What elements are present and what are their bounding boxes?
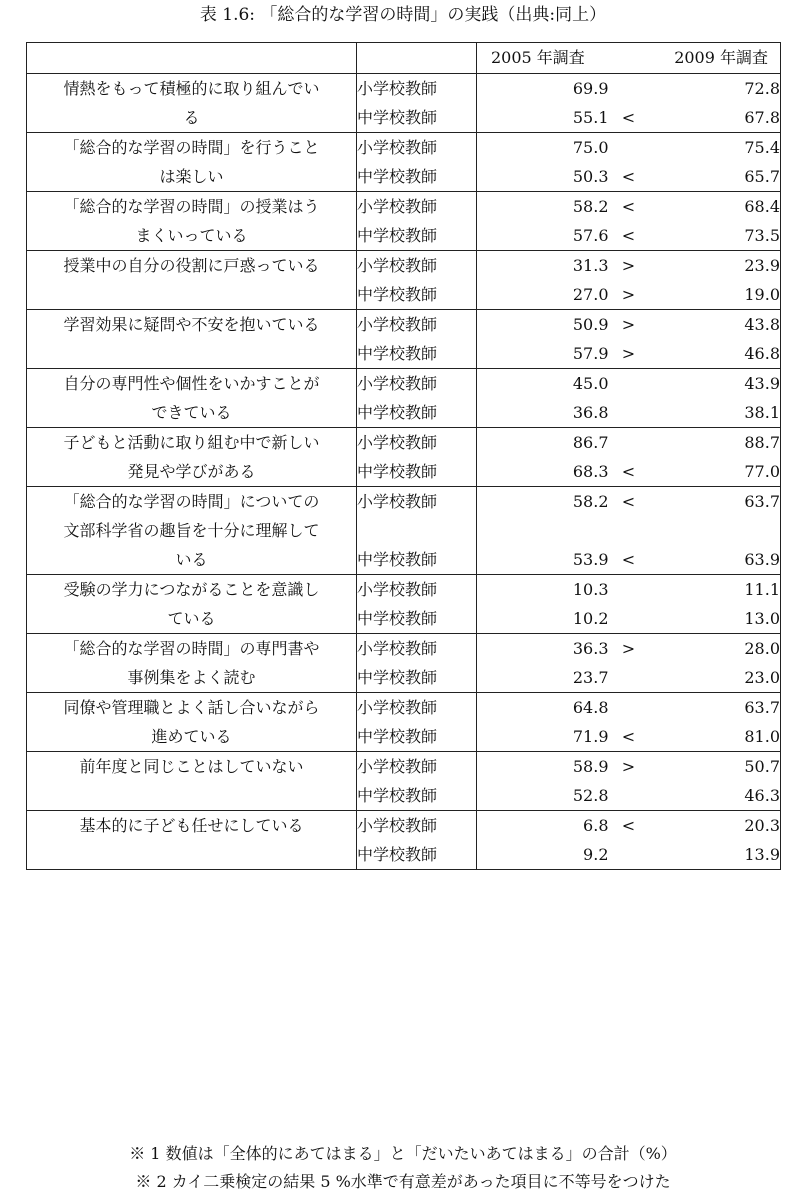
value-2005: 27.0 <box>477 280 609 310</box>
footnote-1: ※ 1 数値は「全体的にあてはまる」と「だいたいあてはまる」の合計（%） <box>129 1144 677 1163</box>
value-2009: 63.7 <box>649 487 781 546</box>
value-2009: 23.9 <box>649 251 781 281</box>
significance-sign: < <box>609 162 649 192</box>
group-label: 小学校教師 <box>357 634 477 664</box>
value-2009: 13.0 <box>649 604 781 634</box>
value-2005: 58.2 <box>572 492 609 511</box>
footnotes <box>0 1140 806 1196</box>
significance-sign: < <box>621 816 636 835</box>
item-text-line: は楽しい <box>159 167 224 186</box>
significance-sign <box>609 663 649 693</box>
table-row <box>27 752 781 782</box>
item-text-line: 子どもと活動に取り組む中で新しい <box>63 433 320 452</box>
value-2005: 36.8 <box>477 398 609 428</box>
header-group-cell <box>357 43 477 74</box>
item-text-line: 情熱をもって積極的に取り組んでい <box>63 79 320 98</box>
significance-sign: > <box>609 280 649 310</box>
significance-sign: < <box>609 545 649 575</box>
item-cell <box>27 487 357 575</box>
value-2005: 69.9 <box>572 79 609 98</box>
value-2009: 63.9 <box>649 545 781 575</box>
value-2005: 9.2 <box>477 840 609 870</box>
item-text-line: 進めている <box>151 727 232 746</box>
header-item-cell <box>27 43 357 74</box>
value-2009: 65.7 <box>649 162 781 192</box>
significance-sign <box>609 74 649 104</box>
significance-sign: > <box>621 639 636 658</box>
item-text-line: 発見や学びがある <box>127 462 256 481</box>
item-cell <box>27 133 357 192</box>
group-label: 小学校教師 <box>357 752 477 782</box>
value-2009: 19.0 <box>649 280 781 310</box>
value-2005: 23.7 <box>477 663 609 693</box>
value-2009: 63.7 <box>649 693 781 723</box>
group-label: 小学校教師 <box>357 74 477 104</box>
group-label: 中学校教師 <box>357 663 477 693</box>
table-caption: 表 1.6: 「総合的な学習の時間」の実践（出典:同上） <box>199 5 607 25</box>
significance-sign <box>609 575 649 605</box>
value-2005: 31.3 <box>572 256 609 275</box>
item-cell <box>27 369 357 428</box>
item-text-line: 「総合的な学習の時間」の専門書や <box>63 639 320 658</box>
group-label: 小学校教師 <box>357 251 477 281</box>
value-2005: 75.0 <box>572 138 609 157</box>
item-cell <box>27 752 357 811</box>
table-row <box>27 487 781 546</box>
value-2009: 43.9 <box>649 369 781 399</box>
item-cell <box>27 310 357 369</box>
significance-sign: < <box>609 221 649 251</box>
significance-sign <box>609 428 649 458</box>
group-label: 小学校教師 <box>357 133 477 163</box>
group-label: 中学校教師 <box>357 722 477 752</box>
item-cell <box>27 575 357 634</box>
significance-sign: < <box>609 722 649 752</box>
table-row <box>27 634 781 664</box>
value-2005: 53.9 <box>477 545 609 575</box>
item-text-line: いる <box>175 550 208 569</box>
value-2005: 50.9 <box>572 315 609 334</box>
item-cell <box>27 251 357 310</box>
value-2009: 75.4 <box>649 133 781 163</box>
group-label: 小学校教師 <box>357 693 477 723</box>
value-2009: 23.0 <box>649 663 781 693</box>
group-label: 中学校教師 <box>357 162 477 192</box>
item-text-line: 「総合的な学習の時間」についての <box>63 492 320 511</box>
significance-sign <box>609 840 649 870</box>
item-text-line: できている <box>151 403 232 422</box>
item-cell <box>27 428 357 487</box>
group-label: 中学校教師 <box>357 545 477 575</box>
value-2009: 46.3 <box>649 781 781 811</box>
significance-sign <box>609 398 649 428</box>
table-body <box>27 74 781 870</box>
group-label: 中学校教師 <box>357 339 477 369</box>
item-text-line: 「総合的な学習の時間」を行うこと <box>63 138 320 157</box>
table-row <box>27 251 781 281</box>
group-label: 小学校教師 <box>357 811 477 841</box>
survey-table <box>26 42 781 870</box>
significance-sign: > <box>609 339 649 369</box>
significance-sign <box>609 133 649 163</box>
value-2009: 50.7 <box>649 752 781 782</box>
value-2009: 88.7 <box>649 428 781 458</box>
item-cell <box>27 634 357 693</box>
value-2005: 45.0 <box>572 374 609 393</box>
item-text-line: 学習効果に疑問や不安を抱いている <box>63 315 320 334</box>
group-label: 中学校教師 <box>357 103 477 133</box>
value-2009: 46.8 <box>649 339 781 369</box>
value-2009: 72.8 <box>649 74 781 104</box>
significance-sign: > <box>621 757 636 776</box>
value-2009: 81.0 <box>649 722 781 752</box>
table-row <box>27 369 781 399</box>
value-2005: 52.8 <box>477 781 609 811</box>
significance-sign: > <box>621 256 636 275</box>
significance-sign: < <box>609 457 649 487</box>
item-text-line: る <box>183 108 200 127</box>
group-label: 小学校教師 <box>357 369 477 399</box>
item-cell <box>27 74 357 133</box>
significance-sign <box>609 781 649 811</box>
item-text-line: 文部科学省の趣旨を十分に理解して <box>63 521 320 540</box>
value-2005: 50.3 <box>477 162 609 192</box>
value-2005: 10.3 <box>572 580 609 599</box>
value-2009: 43.8 <box>649 310 781 340</box>
item-cell <box>27 693 357 752</box>
header-2009: 2009 年調査 <box>649 43 781 74</box>
group-label: 小学校教師 <box>357 192 477 222</box>
significance-sign <box>609 604 649 634</box>
header-row <box>27 43 781 74</box>
significance-sign <box>609 369 649 399</box>
value-2005: 36.3 <box>572 639 609 658</box>
table-row <box>27 133 781 163</box>
significance-sign <box>609 693 649 723</box>
group-label: 小学校教師 <box>357 310 477 340</box>
item-text-line: 基本的に子ども任せにしている <box>79 816 304 835</box>
group-label: 中学校教師 <box>357 840 477 870</box>
value-2005: 58.9 <box>572 757 609 776</box>
value-2009: 28.0 <box>649 634 781 664</box>
group-label: 中学校教師 <box>357 457 477 487</box>
value-2005: 55.1 <box>477 103 609 133</box>
item-text-line: 同僚や管理職とよく話し合いながら <box>63 698 320 717</box>
group-label: 小学校教師 <box>357 487 477 546</box>
table-row <box>27 310 781 340</box>
table-row <box>27 192 781 222</box>
item-text-line: 自分の専門性や個性をいかすことが <box>63 374 320 393</box>
value-2005: 58.2 <box>572 197 609 216</box>
table-row <box>27 575 781 605</box>
significance-sign: > <box>621 315 636 334</box>
value-2009: 67.8 <box>649 103 781 133</box>
item-text-line: 授業中の自分の役割に戸惑っている <box>63 256 320 275</box>
item-text-line: 受験の学力につながることを意識し <box>63 580 320 599</box>
group-label: 中学校教師 <box>357 604 477 634</box>
table-row <box>27 811 781 841</box>
item-text-line: 事例集をよく読む <box>127 668 256 687</box>
value-2005: 6.8 <box>583 816 609 835</box>
significance-sign: < <box>621 492 636 511</box>
value-2005: 68.3 <box>477 457 609 487</box>
footnote-2: ※ 2 カイ二乗検定の結果 5 %水準で有意差があった項目に不等号をつけた <box>135 1172 671 1191</box>
group-label: 中学校教師 <box>357 221 477 251</box>
group-label: 中学校教師 <box>357 398 477 428</box>
significance-sign: < <box>621 197 636 216</box>
group-label: 小学校教師 <box>357 575 477 605</box>
value-2005: 57.9 <box>477 339 609 369</box>
table-row <box>27 693 781 723</box>
group-label: 中学校教師 <box>357 280 477 310</box>
value-2009: 68.4 <box>649 192 781 222</box>
value-2005: 64.8 <box>572 698 609 717</box>
group-label: 小学校教師 <box>357 428 477 458</box>
item-text-line: 前年度と同じことはしていない <box>79 757 304 776</box>
item-cell <box>27 192 357 251</box>
value-2005: 86.7 <box>572 433 609 452</box>
table-row <box>27 74 781 104</box>
item-cell <box>27 811 357 870</box>
value-2005: 10.2 <box>477 604 609 634</box>
value-2009: 13.9 <box>649 840 781 870</box>
item-text-line: ている <box>167 609 216 628</box>
value-2009: 11.1 <box>649 575 781 605</box>
value-2005: 71.9 <box>477 722 609 752</box>
significance-sign: < <box>609 103 649 133</box>
value-2005: 57.6 <box>477 221 609 251</box>
item-text-line: 「総合的な学習の時間」の授業はう <box>63 197 320 216</box>
value-2009: 38.1 <box>649 398 781 428</box>
value-2009: 20.3 <box>649 811 781 841</box>
group-label: 中学校教師 <box>357 781 477 811</box>
table-row <box>27 428 781 458</box>
item-text-line: まくいっている <box>135 226 248 245</box>
value-2009: 77.0 <box>649 457 781 487</box>
value-2009: 73.5 <box>649 221 781 251</box>
header-2005: 2005 年調査 <box>477 43 649 74</box>
